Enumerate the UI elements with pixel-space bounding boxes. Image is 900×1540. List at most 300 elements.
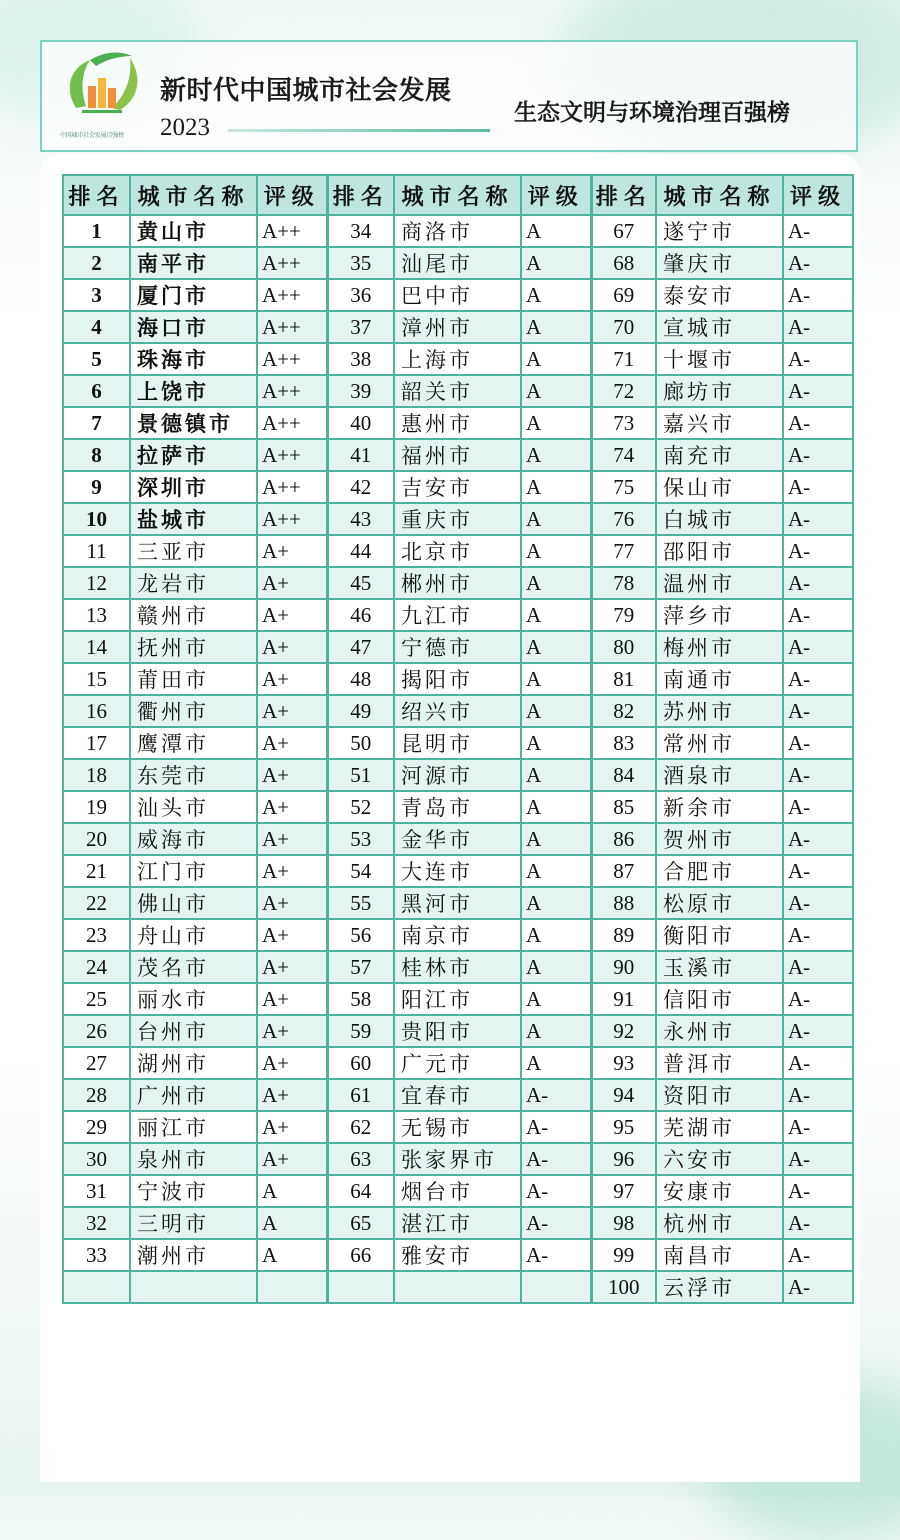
table-row (63, 791, 853, 823)
grade-cell: A- (783, 951, 853, 983)
rank-cell: 38 (327, 343, 394, 375)
city-cell: 松原市 (656, 887, 783, 919)
header-grade: 评级 (257, 175, 327, 215)
table-row (63, 727, 853, 759)
grade-cell: A- (783, 247, 853, 279)
grade-cell: A+ (257, 1047, 327, 1079)
grade-cell: A+ (257, 663, 327, 695)
grade-cell: A- (783, 823, 853, 855)
city-cell: 惠州市 (394, 407, 521, 439)
grade-cell: A+ (257, 567, 327, 599)
rank-cell: 96 (591, 1143, 656, 1175)
city-cell: 南通市 (656, 663, 783, 695)
grade-cell: A+ (257, 951, 327, 983)
table-row (63, 343, 853, 375)
table-row (63, 407, 853, 439)
rank-cell: 60 (327, 1047, 394, 1079)
table-row (63, 1047, 853, 1079)
table-row (63, 535, 853, 567)
rank-cell: 84 (591, 759, 656, 791)
grade-cell: A- (783, 1111, 853, 1143)
table-row (63, 247, 853, 279)
rank-cell: 12 (63, 567, 130, 599)
city-cell: 九江市 (394, 599, 521, 631)
table-row (63, 311, 853, 343)
city-cell: 白城市 (656, 503, 783, 535)
city-cell: 商洛市 (394, 215, 521, 247)
city-cell: 张家界市 (394, 1143, 521, 1175)
table-row (63, 695, 853, 727)
rank-cell: 6 (63, 375, 130, 407)
rank-cell: 5 (63, 343, 130, 375)
rank-cell: 44 (327, 535, 394, 567)
city-cell: 安康市 (656, 1175, 783, 1207)
city-cell: 广元市 (394, 1047, 521, 1079)
city-cell: 广州市 (130, 1079, 257, 1111)
rank-cell: 7 (63, 407, 130, 439)
rank-cell: 30 (63, 1143, 130, 1175)
table-row (63, 1239, 853, 1271)
grade-cell: A- (783, 1143, 853, 1175)
rank-cell: 35 (327, 247, 394, 279)
city-leaf-logo-icon (60, 48, 146, 142)
rank-cell: 25 (63, 983, 130, 1015)
rank-cell: 74 (591, 439, 656, 471)
city-cell: 肇庆市 (656, 247, 783, 279)
rank-cell: 14 (63, 631, 130, 663)
city-cell: 江门市 (130, 855, 257, 887)
rank-cell: 92 (591, 1015, 656, 1047)
grade-cell: A+ (257, 983, 327, 1015)
city-cell: 宜春市 (394, 1079, 521, 1111)
city-cell: 贵阳市 (394, 1015, 521, 1047)
city-cell: 龙岩市 (130, 567, 257, 599)
city-cell: 三明市 (130, 1207, 257, 1239)
rank-cell: 71 (591, 343, 656, 375)
table-row (63, 567, 853, 599)
grade-cell: A++ (257, 375, 327, 407)
grade-cell: A+ (257, 1015, 327, 1047)
grade-cell: A- (783, 471, 853, 503)
city-cell: 绍兴市 (394, 695, 521, 727)
city-cell: 汕尾市 (394, 247, 521, 279)
rank-cell: 93 (591, 1047, 656, 1079)
rank-cell: 8 (63, 439, 130, 471)
grade-cell: A- (783, 375, 853, 407)
table-row (63, 855, 853, 887)
city-cell: 六安市 (656, 1143, 783, 1175)
grade-cell: A (521, 407, 591, 439)
grade-cell: A- (783, 1175, 853, 1207)
grade-cell: A (521, 663, 591, 695)
city-cell: 上海市 (394, 343, 521, 375)
grade-cell: A++ (257, 311, 327, 343)
grade-cell: A- (783, 1079, 853, 1111)
grade-cell: A (521, 759, 591, 791)
grade-cell: A- (783, 215, 853, 247)
rank-cell: 31 (63, 1175, 130, 1207)
city-cell: 南昌市 (656, 1239, 783, 1271)
grade-cell: A- (521, 1207, 591, 1239)
rank-cell: 62 (327, 1111, 394, 1143)
rank-cell: 58 (327, 983, 394, 1015)
grade-cell: A- (783, 599, 853, 631)
table-row (63, 663, 853, 695)
rank-cell: 21 (63, 855, 130, 887)
city-cell: 郴州市 (394, 567, 521, 599)
title-underline (228, 129, 490, 132)
city-cell: 大连市 (394, 855, 521, 887)
ranking-table (62, 174, 854, 1304)
grade-cell: A- (783, 791, 853, 823)
grade-cell: A+ (257, 695, 327, 727)
grade-cell: A+ (257, 727, 327, 759)
rank-cell: 78 (591, 567, 656, 599)
rank-cell: 52 (327, 791, 394, 823)
rank-cell: 83 (591, 727, 656, 759)
city-cell: 衡阳市 (656, 919, 783, 951)
city-cell: 湛江市 (394, 1207, 521, 1239)
grade-cell: A+ (257, 1079, 327, 1111)
grade-cell: A- (783, 1207, 853, 1239)
rank-cell: 81 (591, 663, 656, 695)
city-cell: 湖州市 (130, 1047, 257, 1079)
city-cell: 酒泉市 (656, 759, 783, 791)
grade-cell: A (521, 919, 591, 951)
grade-cell: A- (783, 567, 853, 599)
grade-cell: A+ (257, 631, 327, 663)
grade-cell: A (521, 247, 591, 279)
grade-cell: A- (783, 311, 853, 343)
rank-cell: 33 (63, 1239, 130, 1271)
header-rank: 排名 (591, 175, 656, 215)
rank-cell: 87 (591, 855, 656, 887)
header-banner (40, 40, 858, 152)
rank-cell: 53 (327, 823, 394, 855)
city-cell: 台州市 (130, 1015, 257, 1047)
rank-cell: 37 (327, 311, 394, 343)
rank-cell: 55 (327, 887, 394, 919)
table-row (63, 823, 853, 855)
rank-cell: 43 (327, 503, 394, 535)
city-cell: 舟山市 (130, 919, 257, 951)
city-cell: 嘉兴市 (656, 407, 783, 439)
rank-cell: 66 (327, 1239, 394, 1271)
city-cell: 十堰市 (656, 343, 783, 375)
rank-cell: 72 (591, 375, 656, 407)
city-cell: 南平市 (130, 247, 257, 279)
city-cell: 景德镇市 (130, 407, 257, 439)
rank-cell: 46 (327, 599, 394, 631)
grade-cell: A- (783, 279, 853, 311)
grade-cell: A (521, 855, 591, 887)
city-cell: 上饶市 (130, 375, 257, 407)
rank-cell: 27 (63, 1047, 130, 1079)
city-cell: 烟台市 (394, 1175, 521, 1207)
rank-cell: 40 (327, 407, 394, 439)
rank-cell: 19 (63, 791, 130, 823)
grade-cell: A- (521, 1175, 591, 1207)
rank-cell: 22 (63, 887, 130, 919)
table-row (63, 631, 853, 663)
rank-cell: 2 (63, 247, 130, 279)
grade-cell: A- (783, 1047, 853, 1079)
rank-cell: 94 (591, 1079, 656, 1111)
header-city: 城市名称 (130, 175, 257, 215)
city-cell: 芜湖市 (656, 1111, 783, 1143)
city-cell: 常州市 (656, 727, 783, 759)
rank-cell: 10 (63, 503, 130, 535)
table-row (63, 759, 853, 791)
city-cell: 玉溪市 (656, 951, 783, 983)
city-cell: 宁波市 (130, 1175, 257, 1207)
grade-cell: A (521, 567, 591, 599)
rank-cell: 90 (591, 951, 656, 983)
rank-cell: 50 (327, 727, 394, 759)
city-cell: 桂林市 (394, 951, 521, 983)
grade-cell: A- (521, 1111, 591, 1143)
city-cell: 杭州市 (656, 1207, 783, 1239)
city-cell: 黑河市 (394, 887, 521, 919)
table-row (63, 1015, 853, 1047)
grade-cell: A+ (257, 1111, 327, 1143)
rank-cell: 68 (591, 247, 656, 279)
rank-cell: 41 (327, 439, 394, 471)
city-cell: 南充市 (656, 439, 783, 471)
rank-cell: 4 (63, 311, 130, 343)
rank-cell: 51 (327, 759, 394, 791)
page-title: 新时代中国城市社会发展 (160, 76, 452, 106)
city-cell: 深圳市 (130, 471, 257, 503)
city-cell: 阳江市 (394, 983, 521, 1015)
grade-cell: A (257, 1175, 327, 1207)
table-row (63, 375, 853, 407)
grade-cell: A- (783, 535, 853, 567)
city-cell: 赣州市 (130, 599, 257, 631)
rank-cell: 88 (591, 887, 656, 919)
grade-cell: A- (783, 663, 853, 695)
city-cell: 南京市 (394, 919, 521, 951)
city-cell: 贺州市 (656, 823, 783, 855)
rank-cell: 61 (327, 1079, 394, 1111)
table-row (63, 279, 853, 311)
city-cell: 温州市 (656, 567, 783, 599)
city-cell: 苏州市 (656, 695, 783, 727)
grade-cell: A- (783, 343, 853, 375)
grade-cell: A+ (257, 1143, 327, 1175)
grade-cell: A (521, 215, 591, 247)
grade-cell: A (521, 983, 591, 1015)
rank-cell: 32 (63, 1207, 130, 1239)
rank-cell: 99 (591, 1239, 656, 1271)
rank-cell: 56 (327, 919, 394, 951)
grade-cell: A+ (257, 919, 327, 951)
city-cell: 鹰潭市 (130, 727, 257, 759)
grade-cell: A- (783, 503, 853, 535)
rank-cell: 85 (591, 791, 656, 823)
grade-cell: A- (783, 983, 853, 1015)
rank-cell: 54 (327, 855, 394, 887)
rank-cell: 36 (327, 279, 394, 311)
grade-cell: A (521, 695, 591, 727)
rank-cell: 11 (63, 535, 130, 567)
city-cell: 拉萨市 (130, 439, 257, 471)
city-cell: 汕头市 (130, 791, 257, 823)
grade-cell: A (521, 535, 591, 567)
grade-cell: A++ (257, 439, 327, 471)
grade-cell: A (521, 631, 591, 663)
grade-cell: A (257, 1207, 327, 1239)
city-cell: 资阳市 (656, 1079, 783, 1111)
city-cell: 盐城市 (130, 503, 257, 535)
city-cell: 潮州市 (130, 1239, 257, 1271)
grade-cell: A (521, 375, 591, 407)
rank-cell: 64 (327, 1175, 394, 1207)
city-cell: 抚州市 (130, 631, 257, 663)
grade-cell: A- (521, 1079, 591, 1111)
rank-cell: 77 (591, 535, 656, 567)
grade-cell: A- (783, 631, 853, 663)
grade-cell: A (521, 727, 591, 759)
empty-cell (130, 1271, 257, 1303)
city-cell: 萍乡市 (656, 599, 783, 631)
rank-cell: 17 (63, 727, 130, 759)
city-cell: 遂宁市 (656, 215, 783, 247)
grade-cell: A++ (257, 343, 327, 375)
grade-cell: A (521, 887, 591, 919)
rank-cell: 76 (591, 503, 656, 535)
city-cell: 威海市 (130, 823, 257, 855)
city-cell: 莆田市 (130, 663, 257, 695)
rank-cell: 65 (327, 1207, 394, 1239)
city-cell: 无锡市 (394, 1111, 521, 1143)
city-cell: 昆明市 (394, 727, 521, 759)
city-cell: 东莞市 (130, 759, 257, 791)
rank-cell: 98 (591, 1207, 656, 1239)
table-row (63, 1143, 853, 1175)
grade-cell: A+ (257, 887, 327, 919)
grade-cell: A (521, 503, 591, 535)
page-year: 2023 (160, 114, 210, 141)
rank-cell: 34 (327, 215, 394, 247)
table-row (63, 983, 853, 1015)
rank-cell: 59 (327, 1015, 394, 1047)
rank-cell: 24 (63, 951, 130, 983)
city-cell: 海口市 (130, 311, 257, 343)
grade-cell: A- (783, 695, 853, 727)
city-cell: 丽江市 (130, 1111, 257, 1143)
grade-cell: A (521, 1047, 591, 1079)
city-cell: 吉安市 (394, 471, 521, 503)
table-row (63, 887, 853, 919)
city-cell: 邵阳市 (656, 535, 783, 567)
rank-cell: 80 (591, 631, 656, 663)
ranking-panel (40, 154, 860, 1482)
table-row (63, 919, 853, 951)
header-rank: 排名 (327, 175, 394, 215)
rank-cell: 95 (591, 1111, 656, 1143)
city-cell: 韶关市 (394, 375, 521, 407)
grade-cell: A- (783, 727, 853, 759)
rank-cell: 13 (63, 599, 130, 631)
grade-cell: A+ (257, 535, 327, 567)
city-cell: 衢州市 (130, 695, 257, 727)
rank-cell: 63 (327, 1143, 394, 1175)
rank-cell: 29 (63, 1111, 130, 1143)
city-cell: 漳州市 (394, 311, 521, 343)
grade-cell: A- (783, 887, 853, 919)
grade-cell: A- (783, 759, 853, 791)
rank-cell: 49 (327, 695, 394, 727)
city-cell: 佛山市 (130, 887, 257, 919)
grade-cell: A++ (257, 247, 327, 279)
grade-cell: A (521, 1015, 591, 1047)
rank-cell: 57 (327, 951, 394, 983)
city-cell: 重庆市 (394, 503, 521, 535)
header-city: 城市名称 (394, 175, 521, 215)
city-cell: 宁德市 (394, 631, 521, 663)
grade-cell: A (257, 1239, 327, 1271)
table-row (63, 1079, 853, 1111)
table-row (63, 439, 853, 471)
rank-cell: 3 (63, 279, 130, 311)
city-cell: 黄山市 (130, 215, 257, 247)
grade-cell: A+ (257, 599, 327, 631)
city-cell: 珠海市 (130, 343, 257, 375)
city-cell: 云浮市 (656, 1271, 783, 1303)
grade-cell: A++ (257, 215, 327, 247)
grade-cell: A- (783, 855, 853, 887)
rank-cell: 69 (591, 279, 656, 311)
rank-cell: 73 (591, 407, 656, 439)
rank-cell: 86 (591, 823, 656, 855)
table-row (63, 215, 853, 247)
city-cell: 金华市 (394, 823, 521, 855)
rank-cell: 42 (327, 471, 394, 503)
city-cell: 廊坊市 (656, 375, 783, 407)
table-row (63, 1175, 853, 1207)
rank-cell: 20 (63, 823, 130, 855)
grade-cell: A+ (257, 855, 327, 887)
city-cell: 茂名市 (130, 951, 257, 983)
empty-cell (394, 1271, 521, 1303)
grade-cell: A- (783, 919, 853, 951)
table-row (63, 1111, 853, 1143)
table-header-row (63, 175, 853, 215)
grade-cell: A (521, 791, 591, 823)
city-cell: 雅安市 (394, 1239, 521, 1271)
grade-cell: A++ (257, 279, 327, 311)
grade-cell: A (521, 951, 591, 983)
header-rank: 排名 (63, 175, 130, 215)
city-cell: 梅州市 (656, 631, 783, 663)
grade-cell: A- (521, 1239, 591, 1271)
rank-cell: 79 (591, 599, 656, 631)
city-cell: 福州市 (394, 439, 521, 471)
city-cell: 青岛市 (394, 791, 521, 823)
empty-cell (327, 1271, 394, 1303)
empty-cell (257, 1271, 327, 1303)
header-city: 城市名称 (656, 175, 783, 215)
city-cell: 泉州市 (130, 1143, 257, 1175)
page-subtitle: 生态文明与环境治理百强榜 (514, 99, 790, 126)
city-cell: 北京市 (394, 535, 521, 567)
grade-cell: A (521, 471, 591, 503)
grade-cell: A (521, 311, 591, 343)
rank-cell: 45 (327, 567, 394, 599)
city-cell: 揭阳市 (394, 663, 521, 695)
grade-cell: A (521, 823, 591, 855)
